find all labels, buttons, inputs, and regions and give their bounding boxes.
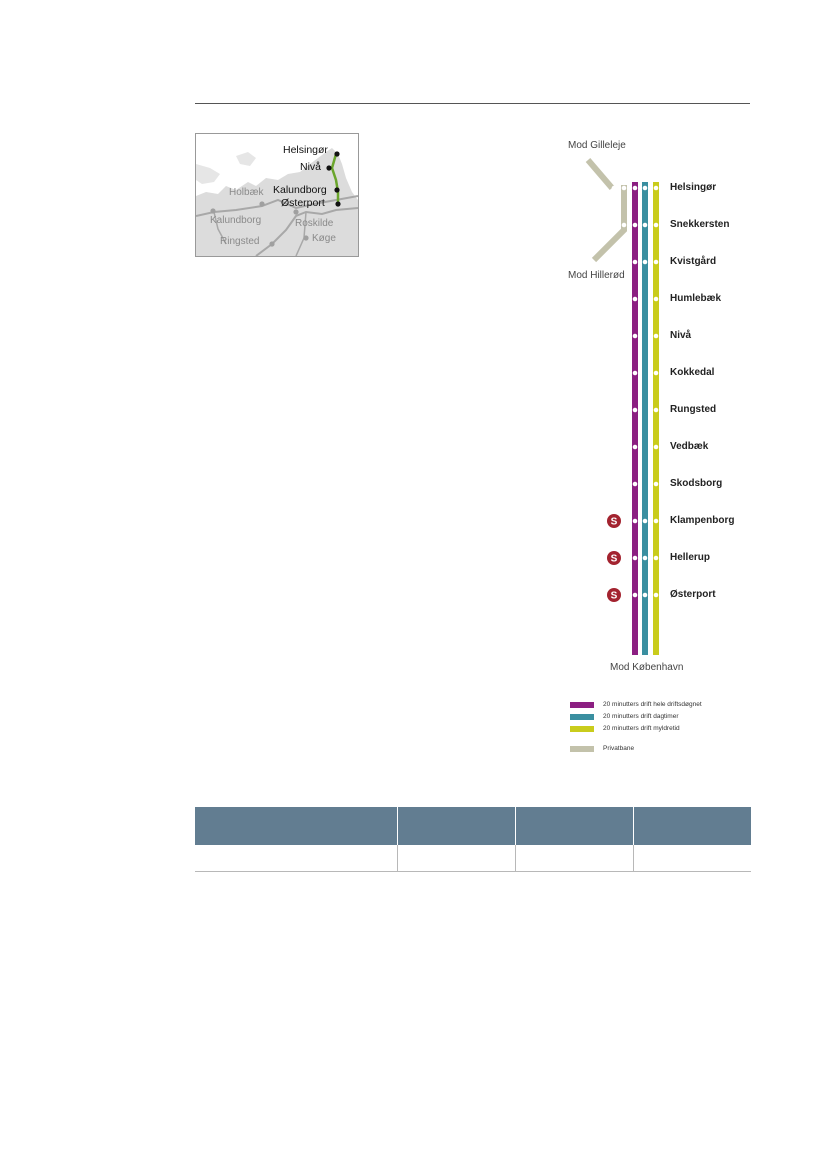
table-cell xyxy=(633,845,751,872)
station-dot-purple xyxy=(633,556,638,561)
station-label: Snekkersten xyxy=(670,219,730,230)
station-dot-teal xyxy=(643,186,648,191)
station-label: Rungsted xyxy=(670,404,717,415)
station-dot-purple xyxy=(633,371,638,376)
branch-label-hillerod: Mod Hillerød xyxy=(568,270,625,281)
station-dot-private xyxy=(622,223,627,228)
station-label: Østerport xyxy=(670,589,716,600)
legend-swatch-private xyxy=(570,746,594,752)
land-shape-3 xyxy=(236,152,256,166)
dot-roskilde xyxy=(293,209,298,214)
branch-label-gilleleje: Mod Gilleleje xyxy=(568,140,626,151)
station-label: Nivå xyxy=(670,330,692,341)
private-branch-gilleleje xyxy=(588,160,612,188)
inset-map xyxy=(195,133,359,257)
station-dot-yellow xyxy=(654,186,659,191)
station-dot-yellow xyxy=(654,445,659,450)
station-dot-purple xyxy=(633,482,638,487)
header-rule xyxy=(195,103,750,104)
station-dot-yellow xyxy=(654,334,659,339)
inset-label-osterport: Østerport xyxy=(281,197,325,209)
station-dot-purple xyxy=(633,186,638,191)
dot-helsingor xyxy=(334,151,339,156)
s-train-icons xyxy=(607,514,621,602)
station-dot-teal xyxy=(643,593,648,598)
bottom-label-kobenhavn: Mod København xyxy=(610,662,684,673)
s-train-icon xyxy=(607,551,621,565)
station-dot-private xyxy=(622,186,627,191)
table-header-cell xyxy=(397,807,515,845)
station-label: Vedbæk xyxy=(670,441,709,452)
station-dot-purple xyxy=(633,334,638,339)
station-dot-yellow xyxy=(654,593,659,598)
dot-ringsted xyxy=(269,241,274,246)
station-dot-purple xyxy=(633,445,638,450)
s-train-icon xyxy=(607,588,621,602)
station-dot-purple xyxy=(633,297,638,302)
land-shape-2 xyxy=(196,164,220,184)
inset-label-holbaek: Holbæk xyxy=(229,187,264,198)
dot-koge xyxy=(303,235,308,240)
table-header-row xyxy=(195,807,751,845)
station-dot-yellow xyxy=(654,556,659,561)
table-cell xyxy=(195,845,397,872)
table-header-cell xyxy=(633,807,751,845)
station-dot-teal xyxy=(643,223,648,228)
dot-kalundborg-west xyxy=(210,208,215,213)
station-dot-yellow xyxy=(654,371,659,376)
station-dot-yellow xyxy=(654,408,659,413)
table-header-cell xyxy=(195,807,397,845)
inset-label-kalundborg: Kalundborg xyxy=(273,184,327,196)
station-dot-yellow xyxy=(654,223,659,228)
s-train-icon xyxy=(607,514,621,528)
inset-label-helsingor: Helsingør xyxy=(283,144,328,156)
station-label: Kokkedal xyxy=(670,367,715,378)
s-train-icon-letter: S xyxy=(610,553,618,565)
dot-kalundborg xyxy=(334,187,339,192)
table-cell xyxy=(515,845,633,872)
inset-label-niva: Nivå xyxy=(300,161,322,173)
station-label: Kvistgård xyxy=(670,256,717,267)
legend-swatch-teal xyxy=(570,714,594,720)
station-dot-teal xyxy=(643,519,648,524)
branch-junction-dot xyxy=(612,186,617,191)
legend-label-purple: 20 minutters drift hele driftsdøgnet xyxy=(603,701,702,708)
station-dot-yellow xyxy=(654,482,659,487)
station-dot-yellow xyxy=(654,297,659,302)
table-cell xyxy=(397,845,515,872)
dot-holbaek xyxy=(259,201,264,206)
station-label: Helsingør xyxy=(670,182,717,193)
table-row xyxy=(195,845,751,872)
line-diagram xyxy=(550,130,790,770)
station-dot-teal xyxy=(643,556,648,561)
s-train-icon-letter: S xyxy=(610,590,618,602)
legend-label-yellow: 20 minutters drift myldretid xyxy=(603,725,680,732)
legend-swatch-yellow xyxy=(570,726,594,732)
dot-osterport xyxy=(335,201,340,206)
data-table xyxy=(195,807,751,872)
station-label: Humlebæk xyxy=(670,293,722,304)
station-dot-teal xyxy=(643,260,648,265)
station-label: Klampenborg xyxy=(670,515,735,526)
dot-niva xyxy=(326,165,331,170)
inset-label-ringsted: Ringsted xyxy=(220,236,260,247)
table-header-cell xyxy=(515,807,633,845)
station-label: Skodsborg xyxy=(670,478,723,489)
station-dot-purple xyxy=(633,408,638,413)
legend-label-teal: 20 minutters drift dagtimer xyxy=(603,713,679,720)
inset-label-roskilde: Roskilde xyxy=(295,218,334,229)
station-dot-purple xyxy=(633,223,638,228)
s-train-icon-letter: S xyxy=(610,516,618,528)
private-trunk xyxy=(594,185,624,260)
station-label: Hellerup xyxy=(670,552,711,563)
station-dot-purple xyxy=(633,260,638,265)
station-dot-yellow xyxy=(654,260,659,265)
station-dot-purple xyxy=(633,593,638,598)
station-dot-yellow xyxy=(654,519,659,524)
legend-label-private: Privatbane xyxy=(603,745,635,752)
station-dot-purple xyxy=(633,519,638,524)
inset-label-kalundborg-west: Kalundborg xyxy=(210,215,262,226)
inset-label-koge: Køge xyxy=(312,233,336,244)
legend-swatch-purple xyxy=(570,702,594,708)
